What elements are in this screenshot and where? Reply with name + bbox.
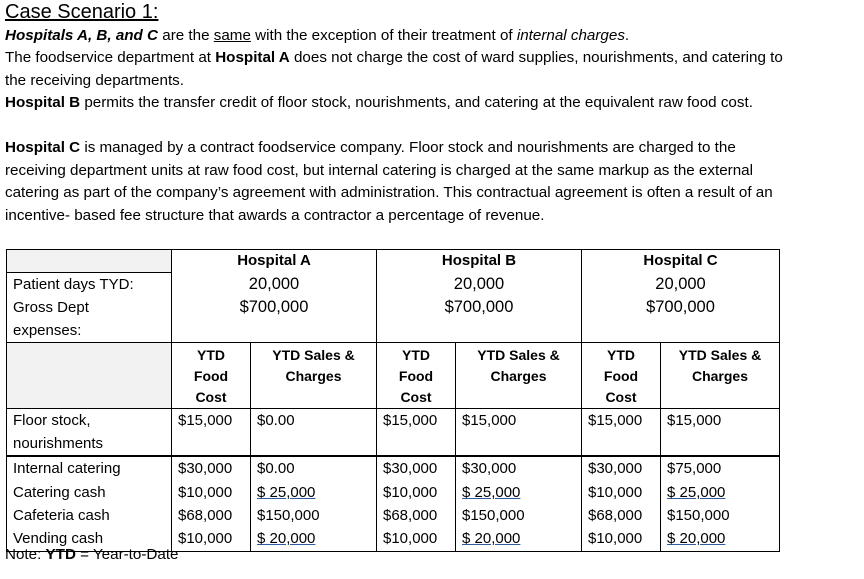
hospital-a-header: Hospital A <box>172 250 377 273</box>
col-header-ytd-food-cost: YTD Food Cost <box>582 343 661 409</box>
table-row: Floor stock, nourishments $15,000 $0.00 $15,000 $15,000 $15,000 $15,000 <box>7 409 780 457</box>
hospital-c-header: Hospital C <box>582 250 780 273</box>
hospital-b-paragraph: Hospital B permits the transfer credit of floor stock, nourishments, and catering at the equivalent raw food cost. <box>5 94 753 111</box>
table-row <box>7 343 780 409</box>
table-row: Vending cash $10,000 $ 20,000 $10,000 $ 20,000 $10,000 $ 20,000 <box>7 527 780 551</box>
table-row: Internal catering $30,000 $0.00 $30,000 $30,000 $30,000 $75,000 <box>7 456 780 481</box>
table-row: Gross Dept expenses: $700,000 $700,000 $700,000 <box>7 296 780 343</box>
col-header-ytd-sales: YTD Sales & Charges <box>661 343 780 409</box>
hospital-b-header: Hospital B <box>377 250 582 273</box>
table-row: Catering cash $10,000 $ 25,000 $10,000 $ 25,000 $10,000 $ 25,000 <box>7 481 780 504</box>
col-header-ytd-food-cost: YTD Food Cost <box>377 343 456 409</box>
intro-internal-charges: internal charges <box>516 27 625 44</box>
row-label-floor-stock: Floor stock, <box>13 412 91 429</box>
row-label-patient-days: Patient days TYD: <box>7 273 172 297</box>
row-label-catering-cash: Catering cash <box>7 481 172 504</box>
row-label-vending-cash: Vending cash <box>7 527 172 551</box>
col-header-ytd-food-cost: YTD Food Cost <box>172 343 251 409</box>
hospital-comparison-table <box>6 249 780 552</box>
hospital-c-paragraph: Hospital C is managed by a contract foodservice company. Floor stock and nourishments are charged to the receiving department units at raw food cost, but internal catering is charged at the same markup as the external catering as part of the company’s agreement with administration. This contractual agreement is often a result of an incentive- based fee structure that awards a contractor a percentage of revenue. <box>5 139 773 224</box>
intro-same: same <box>213 27 251 44</box>
page-title: Case Scenario 1: <box>5 1 159 23</box>
col-header-ytd-sales: YTD Sales & Charges <box>251 343 377 409</box>
table-row: Patient days TYD: 20,000 20,000 20,000 <box>7 273 780 297</box>
intro-hospitals: Hospitals A, B, and C <box>5 27 159 44</box>
col-header-ytd-sales: YTD Sales & Charges <box>456 343 582 409</box>
row-label-cafeteria-cash: Cafeteria cash <box>7 504 172 527</box>
hospital-a-paragraph: The foodservice department at Hospital A does not charge the cost of ward supplies, nourishments, and catering to the receiving departments. <box>5 49 783 89</box>
table-row: Cafeteria cash $68,000 $150,000 $68,000 $150,000 $68,000 $150,000 <box>7 504 780 527</box>
table-row <box>7 250 780 273</box>
row-label-gross-dept: Gross Dept <box>13 299 89 316</box>
row-label-internal-catering: Internal catering <box>7 456 172 481</box>
intro-paragraph: Hospitals A, B, and C are the same with the exception of their treatment of internal charges. <box>5 27 630 44</box>
footnote: Note: YTD = Year-to-Date <box>5 546 179 563</box>
